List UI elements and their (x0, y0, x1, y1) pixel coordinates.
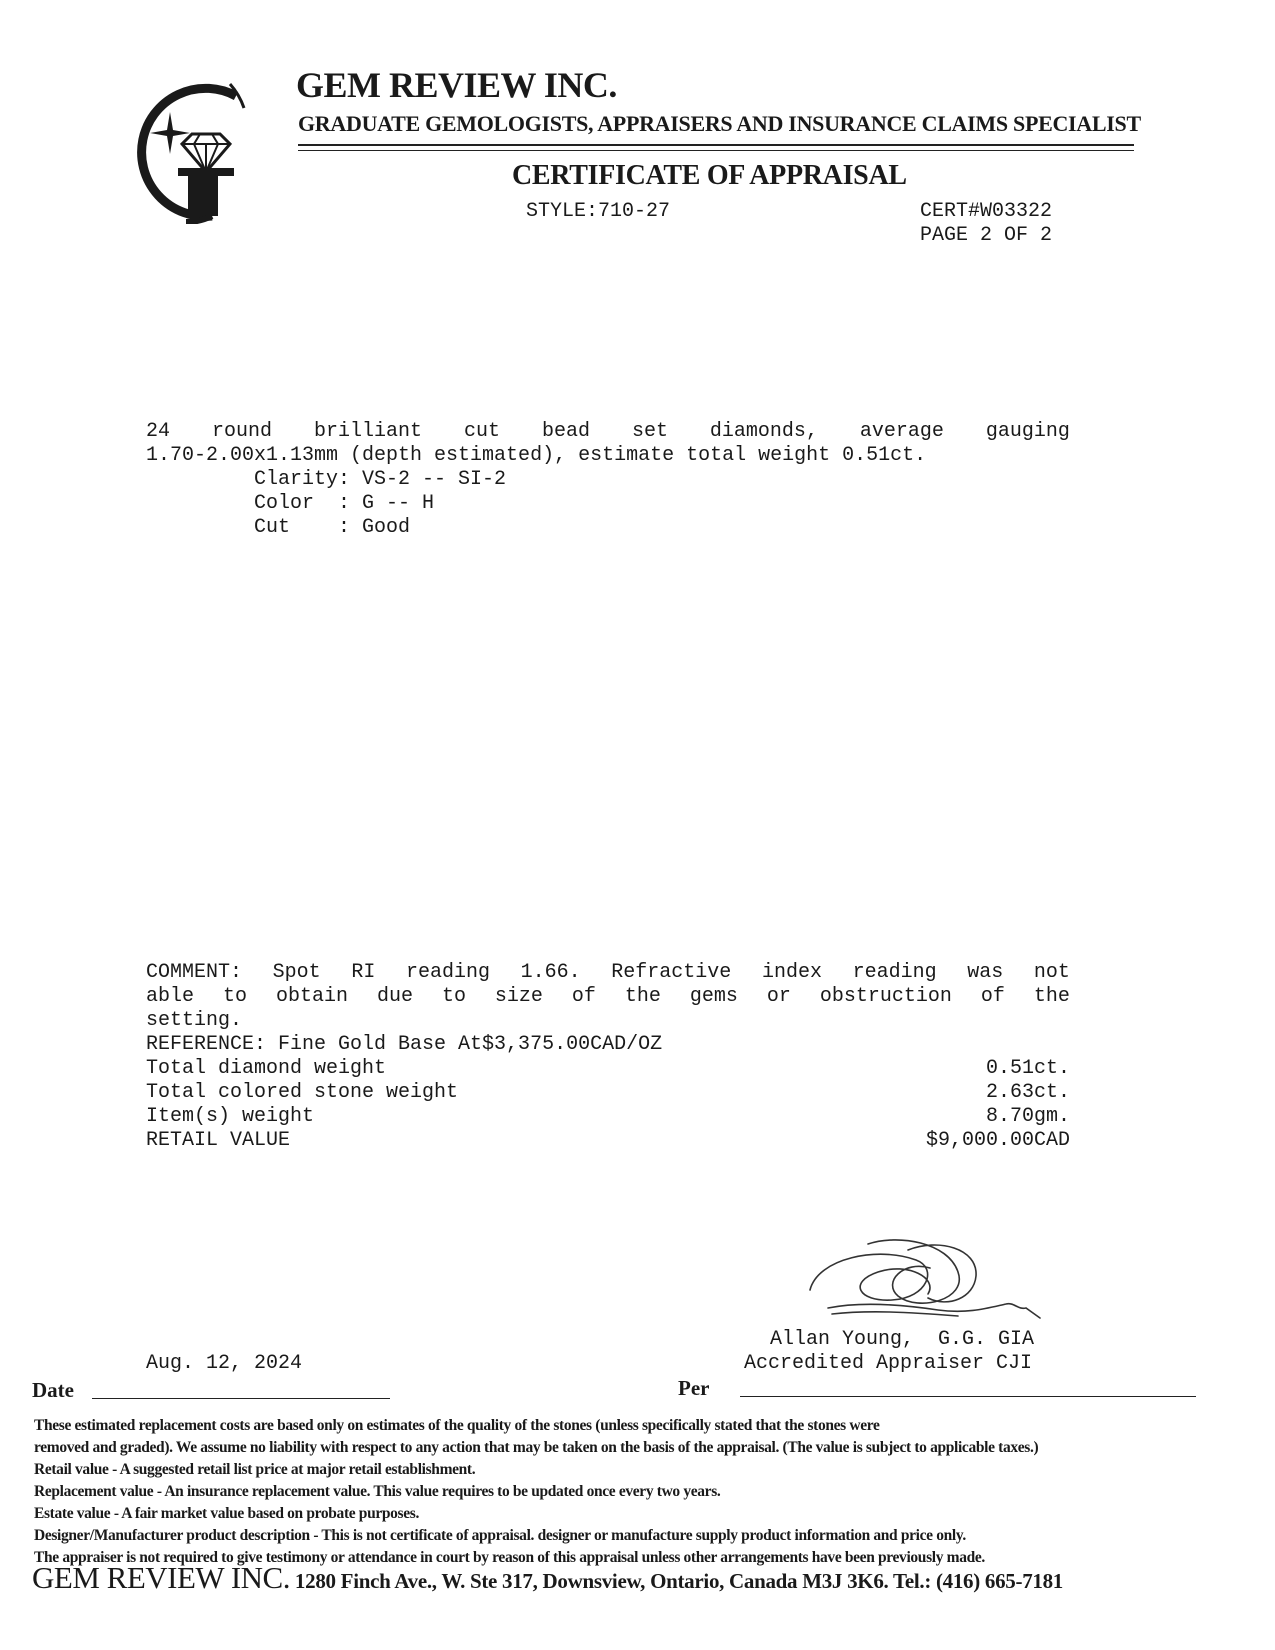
description-word: average (859, 420, 944, 443)
reference-line: REFERENCE: Fine Gold Base At$3,375.00CAD/OZ (146, 1033, 663, 1056)
comment-word: Refractive (611, 961, 732, 984)
disclaimer-line: These estimated replacement costs are based only on estimates of the quality of the stones (unless specifically stated that the stones were (34, 1417, 880, 1434)
description-word: 24 (146, 420, 171, 443)
comment-word: was (967, 961, 1004, 984)
description-word: brilliant (313, 420, 422, 443)
description-line-1 (146, 420, 1070, 444)
comment-word: obtain (275, 985, 348, 1008)
comment-word: reading (852, 961, 937, 984)
comment-word: the (1033, 985, 1070, 1008)
summary-row-item-weight (146, 1105, 1070, 1129)
comment-word: of (571, 985, 596, 1008)
gem-review-logo-icon (108, 78, 248, 224)
per-label: Per (678, 1376, 710, 1400)
comment-word: to (222, 985, 247, 1008)
summary-row-colored-stone-weight (146, 1081, 1070, 1105)
color-grade: Color : G -- H (254, 492, 435, 515)
certificate-title: CERTIFICATE OF APPRAISAL (512, 160, 907, 191)
description-word: set (631, 420, 668, 443)
disclaimer-line: The appraiser is not required to give testimony or attendance in court by reason of this appraisal unless other arrangements have been previously made. (34, 1549, 985, 1566)
company-tagline: GRADUATE GEMOLOGISTS, APPRAISERS AND INSURANCE CLAIMS SPECIALIST (298, 111, 1141, 136)
comment-word: obstruction (819, 985, 952, 1008)
style-number: STYLE:710-27 (526, 200, 671, 223)
header-divider (298, 150, 1134, 151)
stone-description (146, 420, 1070, 540)
cut-grade: Cut : Good (254, 516, 411, 539)
description-word: diamonds, (709, 420, 818, 443)
footer-company-name: GEM REVIEW INC. (32, 1560, 290, 1595)
disclaimer-line: Retail value - A suggested retail list price at major retail establishment. (34, 1461, 476, 1478)
comment-word: not (1033, 961, 1070, 984)
disclaimer-line: Designer/Manufacturer product description - This is not certificate of appraisal. designer or manufacture supply product information and price only. (34, 1527, 966, 1544)
summary-label: Total colored stone weight (146, 1081, 459, 1104)
comment-word: or (766, 985, 791, 1008)
comment-line-1 (146, 961, 1070, 985)
comment-word: reading (405, 961, 490, 984)
description-word: gauging (985, 420, 1070, 443)
date-label: Date (32, 1378, 74, 1402)
comment-word: the (624, 985, 661, 1008)
header-divider (298, 144, 1134, 146)
summary-label: Item(s) weight (146, 1105, 315, 1128)
disclaimer-line: Estate value - A fair market value based on probate purposes. (34, 1505, 419, 1522)
summary-value: 2.63ct. (985, 1081, 1070, 1104)
comment-word: of (980, 985, 1005, 1008)
description-line-2: 1.70-2.00x1.13mm (depth estimated), estimate total weight 0.51ct. (146, 444, 927, 467)
summary-row-diamond-weight (146, 1057, 1070, 1081)
comment-line-2 (146, 985, 1070, 1009)
summary-label: Total diamond weight (146, 1057, 387, 1080)
summary-value: 0.51ct. (985, 1057, 1070, 1080)
disclaimer-line: Replacement value - An insurance replacement value. This value requires to be updated once every two years. (34, 1483, 721, 1500)
page-number: PAGE 2 OF 2 (920, 224, 1053, 247)
footer-address: 1280 Finch Ave., W. Ste 317, Downsview, Ontario, Canada M3J 3K6. Tel.: (416) 665-7181 (289, 1569, 1063, 1593)
comment-word: to (441, 985, 466, 1008)
comment-word: RI (351, 961, 376, 984)
comment-word: Spot (272, 961, 321, 984)
summary-label: RETAIL VALUE (146, 1129, 291, 1152)
per-signature-line (740, 1396, 1196, 1397)
comment-section (146, 961, 1070, 1153)
disclaimer (34, 1415, 1254, 1569)
company-name: GEM REVIEW INC. (296, 65, 617, 105)
comment-word: gems (689, 985, 738, 1008)
footer (32, 1560, 1063, 1596)
summary-row-retail-value (146, 1129, 1070, 1153)
comment-word: index (761, 961, 822, 984)
appraisal-date: Aug. 12, 2024 (146, 1352, 303, 1375)
appraiser-name: Allan Young, G.G. GIA (770, 1328, 1035, 1351)
certificate-number: CERT#W03322 (920, 200, 1053, 223)
comment-word: able (146, 985, 195, 1008)
comment-word: size (494, 985, 543, 1008)
comment-word: COMMENT: (146, 961, 243, 984)
summary-value: $9,000.00CAD (925, 1129, 1070, 1152)
comment-line-3: setting. (146, 1009, 243, 1032)
comment-word: 1.66. (520, 961, 581, 984)
appraiser-title: Accredited Appraiser CJI (744, 1352, 1033, 1375)
clarity-grade: Clarity: VS-2 -- SI-2 (254, 468, 507, 491)
date-signature-line (92, 1398, 390, 1399)
description-word: bead (541, 420, 590, 443)
summary-value: 8.70gm. (985, 1105, 1070, 1128)
comment-word: due (376, 985, 413, 1008)
disclaimer-line: removed and graded). We assume no liability with respect to any action that may be taken on the basis of the appraisal. (The value is subject to applicable taxes.) (34, 1439, 1039, 1456)
description-word: round (211, 420, 272, 443)
description-word: cut (463, 420, 500, 443)
